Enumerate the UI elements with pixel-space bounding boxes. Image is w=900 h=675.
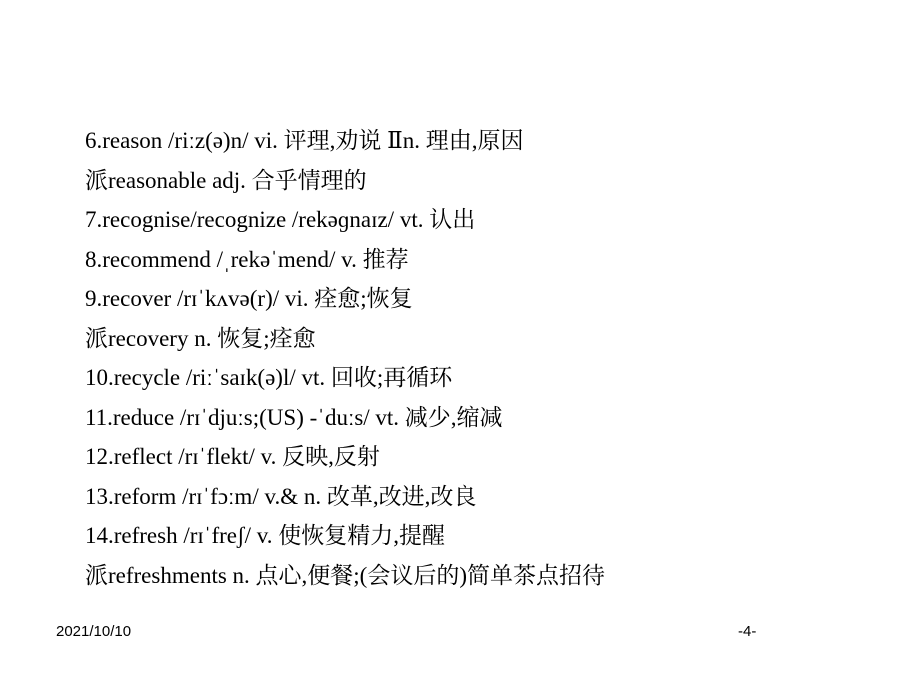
vocab-entry-recognise: 7.recognise/recognize /rekəɡnaɪz/ vt. 认出 [85, 207, 476, 232]
vocab-entry-reform: 13.reform /rɪˈfɔːm/ v.& n. 改革,改进,改良 [85, 483, 477, 509]
vocab-derived-refreshments: 派refreshments n. 点心,便餐;(会议后的)简单茶点招待 [85, 562, 605, 588]
vocab-entry-reflect: 12.reflect /rɪˈflekt/ v. 反映,反射 [85, 444, 380, 469]
vocab-entry-reason: 6.reason /riːz(ə)n/ vi. 评理,劝说 Ⅱn. 理由,原因 [85, 128, 524, 153]
page-number: -4- [738, 623, 757, 640]
vocabulary-list [85, 121, 605, 595]
vocab-entry-recommend: 8.recommend /ˌrekəˈmend/ v. 推荐 [85, 246, 409, 272]
vocab-entry-recycle: 10.recycle /riːˈsaɪk(ə)l/ vt. 回收;再循环 [85, 365, 453, 390]
vocab-entry-recover: 9.recover /rɪˈkʌvə(r)/ vi. 痊愈;恢复 [85, 286, 413, 311]
vocab-derived-recovery: 派recovery n. 恢复;痊愈 [85, 325, 316, 351]
footer-date: 2021/10/10 [56, 623, 132, 640]
vocab-entry-reduce: 11.reduce /rɪˈdjuːs;(US) -ˈduːs/ vt. 减少,缩减 [85, 404, 503, 430]
vocab-entry-refresh: 14.refresh /rɪˈfreʃ/ v. 使恢复精力,提醒 [85, 523, 446, 548]
vocab-derived-reasonable: 派reasonable adj. 合乎情理的 [85, 167, 367, 193]
